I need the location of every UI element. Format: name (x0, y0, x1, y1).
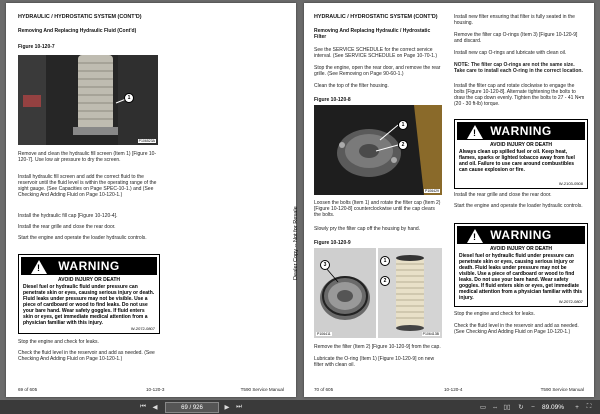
warning-body: Diesel fuel or hydraulic fluid under pressure can penetrate skin or eyes, causing serious injury or death. Fluid leaks under pressure may not be visible. Use a piece of cardboard or wood to find leaks. Do not use your bare hand. Wear safety goggles. If fluid enters skin or eyes, get immediate medical attention from a physician familiar with this injury. (23, 284, 155, 326)
warning-title: WARNING (58, 259, 120, 273)
figure-9-label: Figure 10-120-9 (314, 240, 351, 246)
paragraph-5: Start the engine and operate the loader hydraulic controls. (18, 235, 147, 241)
current-page: 69 (181, 404, 188, 411)
figure-8-photo (314, 105, 442, 195)
photo-code-b: P106413B (422, 332, 439, 336)
note: NOTE: The filter cap O-rings are not the same size. Take care to install each O-ring in the correct location. (454, 62, 583, 74)
zoom-level[interactable]: 89.09% (542, 403, 565, 411)
photo-code: P106429 (424, 189, 439, 193)
figure-photo (18, 55, 158, 145)
warning-box (18, 254, 160, 334)
warning-banner (457, 226, 585, 244)
paragraph-7: Check the fluid level in the reservoir and add as needed. (See Checking And Adding Fluid on Page 10-120-1.) (18, 350, 155, 362)
paragraph-1: Remove and clean the hydraulic fill screen (Item 1) [Figure 10-120-7]. Use low air pressure to dry the screen. (18, 151, 157, 163)
section-title: Removing And Replacing Hydraulic / Hydrostatic Filter (314, 28, 431, 40)
warning-code: W-2103-0508 (558, 181, 583, 186)
footer-manual-title: T590 Service Manual (240, 387, 284, 392)
paragraph-2: Install hydraulic fill screen and add the correct fluid to the reservoir until the fluid level is within the operating range of the sight gauge. (See Capacities on Page SPEC-10-1.) and (See Checking And Adding Fluid on Page 10-120-1.) (18, 174, 157, 198)
paragraph-2: Stop the engine, open the rear door, and remove the rear grille. (See Removing on Page 90-60-1.) (314, 65, 441, 77)
callout-2: 2 (380, 276, 390, 286)
prev-page-icon[interactable]: ◀ (152, 404, 158, 411)
figure-label: Figure 10-120-7 (18, 44, 55, 50)
fit-width-icon[interactable]: ⇔ (491, 403, 499, 411)
footer-page-number: 10-120-4 (444, 387, 463, 392)
col2-paragraph-8: Check the fluid level in the reservoir and add as needed. (See Checking And Adding Fluid on Page 10-120-1.) (454, 323, 579, 335)
warning-triangle-icon: ! (467, 125, 483, 139)
warning-body: Diesel fuel or hydraulic fluid under pressure can penetrate skin or eyes, causing serious injury or death. Fluid leaks under pressure may not be visible. Use a piece of cardboard or wood to find leaks. Do not use your bare hand. Wear safety goggles. If fluid enters skin or eyes, get immediate medical attention from a physician familiar with this injury. (459, 253, 583, 301)
callout-1: 1 (124, 93, 134, 103)
total-pages: / 926 (189, 404, 203, 411)
warning-box-pressure (454, 223, 588, 307)
paragraph-1: See the SERVICE SCHEDULE for the correct service interval. (See SERVICE SCHEDULE on Page 10-70-1.) (314, 47, 438, 59)
col2-paragraph-3: Install new cap O-rings and lubricate with clean oil. (454, 50, 567, 56)
warning-triangle-icon: ! (31, 260, 47, 274)
paragraph-4: Loosen the bolts (Item 1) and rotate the filter cap (Item 2) [Figure 10-120-8] counterclockwise until the cap clears the bolts. (314, 200, 441, 218)
warning-body: Always clean up spilled fuel or oil. Keep heat, flames, sparks or lighted tobacco away from fuel and oil. Failure to use care around combustibles can cause explosion or fire. (459, 149, 575, 173)
paragraph-6: Remove the filter (Item 2) [Figure 10-120-9] from the cap. (314, 344, 441, 350)
page-70 (304, 3, 594, 397)
figure-8-label: Figure 10-120-8 (314, 97, 351, 103)
paragraph-4: Install the rear grille and close the rear door. (18, 224, 116, 230)
callout-3: 3 (320, 260, 330, 270)
hydraulic-fill-screen-image (18, 55, 158, 145)
photo-code-a: P106411 (317, 332, 331, 336)
footer-page-number: 10-120-3 (146, 387, 165, 392)
footer-page-count: 69 of 605 (18, 387, 38, 392)
two-page-icon[interactable]: ▯▯ (503, 404, 511, 411)
page-69 (6, 3, 296, 397)
section-title: Removing And Replacing Hydraulic Fluid (Cont'd) (18, 28, 137, 34)
callout-1: 1 (398, 120, 408, 130)
filter-housing-image (314, 105, 442, 195)
last-page-icon[interactable]: ⏭ (236, 403, 242, 410)
rotate-icon[interactable]: ↻ (518, 404, 524, 411)
warning-subtitle: AVOID INJURY OR DEATH (489, 246, 553, 252)
viewer-toolbar (0, 400, 600, 414)
col2-paragraph-2: Remove the filter cap O-rings (Item 3) [Figure 10-120-9] and discard. (454, 32, 578, 44)
col2-paragraph-6: Start the engine and operate the loader hydraulic controls. (454, 203, 583, 209)
warning-subtitle: AVOID INJURY OR DEATH (489, 142, 553, 148)
fit-page-icon[interactable]: ▭ (479, 404, 487, 411)
paragraph-3: Clean the top of the filter housing. (314, 83, 389, 89)
zoom-in-icon[interactable]: + (575, 403, 579, 411)
paragraph-3: Install the hydraulic fill cap [Figure 10-120-4]. (18, 213, 118, 219)
callout-2: 2 (398, 140, 408, 150)
figure-9b-photo (378, 248, 442, 338)
page-header: HYDRAULIC / HYDROSTATIC SYSTEM (CONT'D) (314, 14, 438, 20)
footer-manual-title: T590 Service Manual (540, 387, 584, 392)
figure-9a-photo (314, 248, 376, 338)
col2-paragraph-4: Install the filter cap and rotate clockwise to engage the bolts [Figure 10-120-8]. Alternate tightening the bolts to draw the cap down evenly. Tighten the bolts to 27 - 41 N•m (20 - 30 ft-lb) torque. (454, 83, 585, 107)
warning-banner (457, 122, 585, 140)
photo-code: P106523A (138, 139, 155, 143)
col2-paragraph-7: Stop the engine and check for leaks. (454, 311, 535, 317)
warning-subtitle: AVOID INJURY OR DEATH (57, 277, 121, 283)
warning-code: W-2072-0807 (558, 299, 583, 304)
warning-box-fire (454, 119, 588, 189)
page-header: HYDRAULIC / HYDROSTATIC SYSTEM (CONT'D) (18, 14, 142, 20)
warning-title: WARNING (490, 124, 552, 138)
warning-triangle-icon: ! (467, 229, 483, 243)
warning-title: WARNING (490, 228, 552, 242)
warning-banner (21, 257, 157, 275)
callout-1: 1 (380, 256, 390, 266)
next-page-icon[interactable]: ▶ (224, 404, 230, 411)
watermark-text: Dealer Copy -- Not for Resale (293, 206, 299, 280)
paragraph-5: Slowly pry the filter cap off the housing by hand. (314, 226, 421, 232)
page-number-input[interactable] (165, 402, 219, 413)
zoom-out-icon[interactable]: − (531, 403, 535, 411)
fullscreen-icon[interactable]: ⛶ (586, 403, 592, 410)
footer-page-count: 70 of 605 (314, 387, 334, 392)
warning-code: W-2072-0807 (130, 326, 155, 331)
paragraph-6: Stop the engine and check for leaks. (18, 339, 99, 345)
col2-paragraph-1: Install new filter ensuring that filter is fully seated in the housing. (454, 14, 575, 26)
first-page-icon[interactable]: ⏮ (140, 403, 146, 410)
paragraph-7: Lubricate the O-ring (Item 1) [Figure 10-120-9] on new filter with clean oil. (314, 356, 435, 368)
col2-paragraph-5: Install the rear grille and close the rear door. (454, 192, 552, 198)
